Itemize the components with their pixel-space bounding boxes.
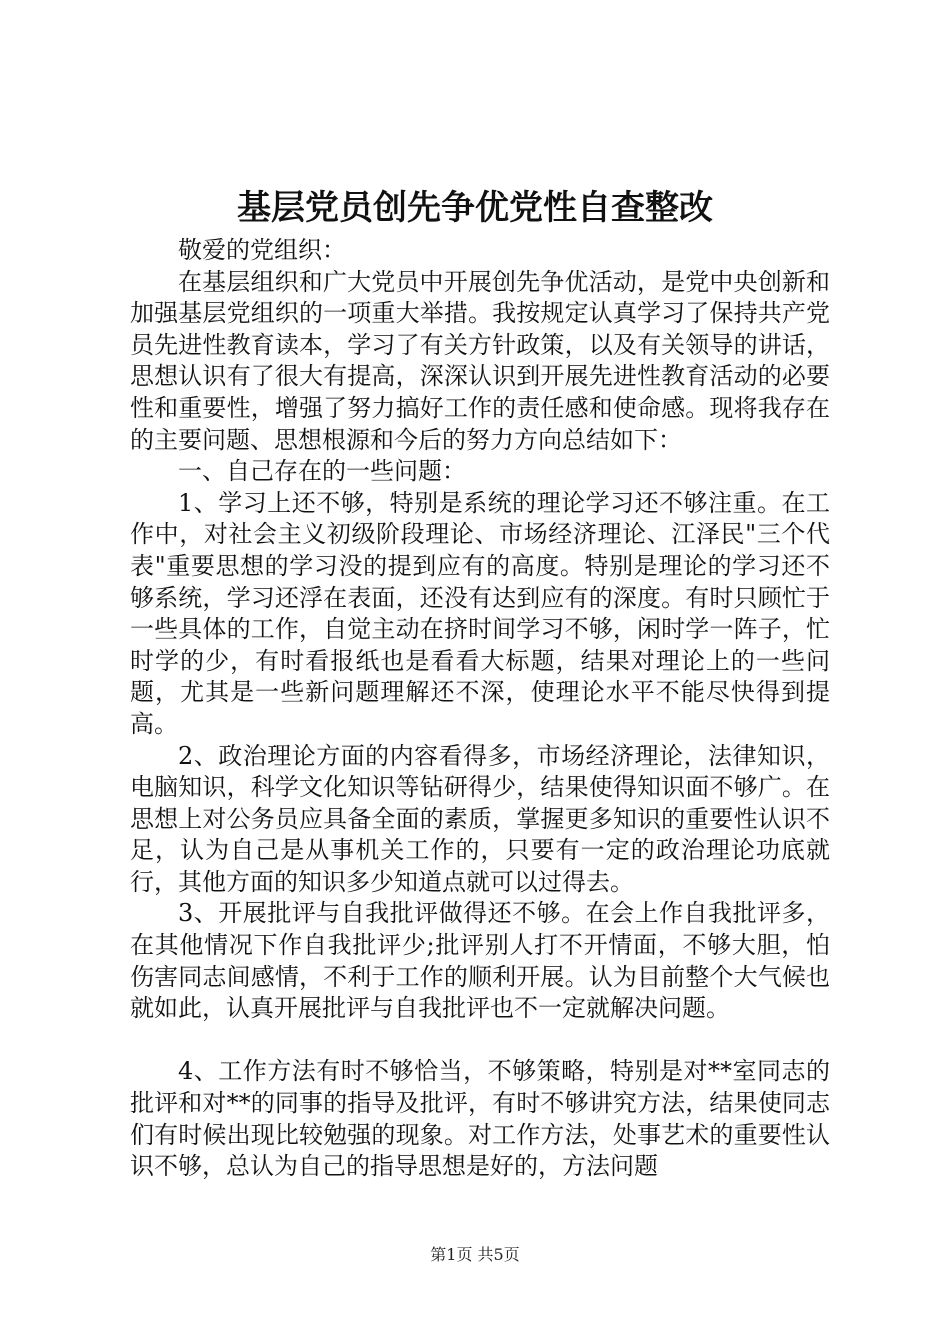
document-title: 基层党员创先争优党性自查整改 [237, 188, 713, 228]
page-number-footer: 第1页 共5页 [430, 1245, 520, 1264]
document-body [130, 235, 830, 1183]
paragraph-item-2: 2、政治理论方面的内容看得多，市场经济理论，法律知识，电脑知识，科学文化知识等钻研得少，结果使得知识面不够广。在思想上对公务员应具备全面的素质，掌握更多知识的重要性认识不足，认为自己是从事机关工作的，只要有一定的政治理论功底就行，其他方面的知识多少知道点就可以过得去。 [130, 741, 830, 896]
greeting-line: 敬爱的党组织： [178, 236, 346, 264]
section-heading: 一、自己存在的一些问题： [178, 457, 466, 486]
paragraph-item-4: 4、工作方法有时不够恰当，不够策略，特别是对**室同志的批评和对**的同事的指导及批评，有时不够讲究方法，结果使同志们有时候出现比较勉强的现象。对工作方法，处事艺术的重要性认识不够，总认为自己的指导思想是好的，方法问题 [130, 1057, 830, 1181]
paragraph-item-3: 3、开展批评与自我批评做得还不够。在会上作自我批评多，在其他情况下作自我批评少;批评别人打不开情面，不够大胆，怕伤害同志间感情，不利于工作的顺利开展。认为目前整个大气候也就如此，认真开展批评与自我批评也不一定就解决问题。 [130, 899, 830, 1023]
paragraph-intro: 在基层组织和广大党员中开展创先争优活动，是党中央创新和加强基层党组织的一项重大举措。我按规定认真学习了保持共产党员先进性教育读本，学习了有关方针政策，以及有关领导的讲话，思想认识有了很大有提高，深深认识到开展先进性教育活动的必要性和重要性，增强了努力搞好工作的责任感和使命感。现将我存在的主要问题、思想根源和今后的努力方向总结如下： [130, 267, 830, 454]
paragraph-item-1: 1、学习上还不够，特别是系统的理论学习还不够注重。在工作中，对社会主义初级阶段理论、市场经济理论、江泽民"三个代表"重要思想的学习没的提到应有的高度。特别是理论的学习还不够系统，学习还浮在表面，还没有达到应有的深度。有时只顾忙于一些具体的工作，自觉主动在挤时间学习不够，闲时学一阵子，忙时学的少，有时看报纸也是看看大标题，结果对理论上的一些问题，尤其是一些新问题理解还不深，使理论水平不能尽快得到提高。 [130, 488, 830, 738]
